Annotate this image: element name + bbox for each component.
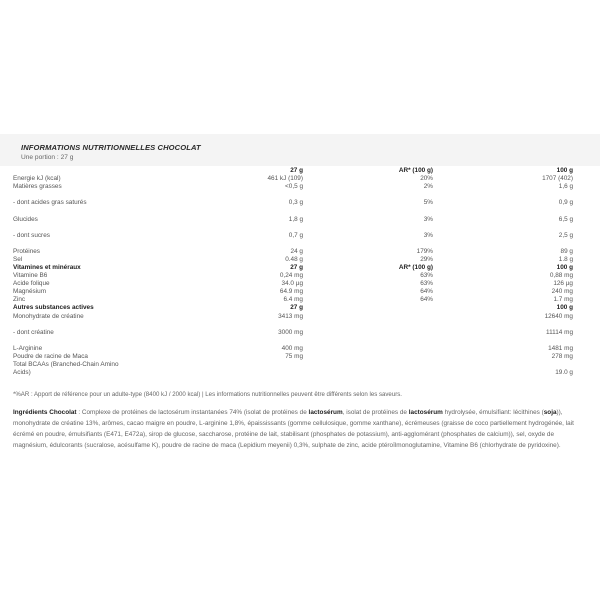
row-value-ar: 63% xyxy=(420,280,433,288)
row-value-serving: 0,7 g xyxy=(288,231,303,239)
table-row xyxy=(13,288,573,296)
row-value-100g: 0,9 g xyxy=(558,199,573,207)
row-value-100g: 1.7 mg xyxy=(553,296,573,304)
row-value-ar: 64% xyxy=(420,296,433,304)
table-row xyxy=(13,248,573,256)
row-value-serving: 1,8 g xyxy=(288,215,303,223)
table-row xyxy=(13,199,573,207)
row-value-serving: 24 g xyxy=(290,248,303,256)
row-value-100g: 100 g xyxy=(556,167,573,174)
row-value-100g: 1.8 g xyxy=(558,256,573,264)
table-row xyxy=(13,264,573,272)
row-label: Vitamines et minéraux xyxy=(13,264,81,272)
row-label: Magnésium xyxy=(13,288,47,296)
row-value-ar: AR* (100 g) xyxy=(398,167,433,174)
row-value-serving: 27 g xyxy=(290,264,303,272)
table-row xyxy=(13,280,573,288)
row-value-serving: 27 g xyxy=(290,304,303,312)
row-value-100g: 278 mg xyxy=(551,353,573,361)
row-value-100g: 12640 mg xyxy=(544,312,573,320)
allergen-highlight: lactosérum xyxy=(408,409,443,416)
row-value-serving: 0,24 mg xyxy=(279,272,303,280)
row-value-serving: 0.48 g xyxy=(285,256,303,264)
row-label: Vitamine B6 xyxy=(13,272,48,280)
row-label: Acids) xyxy=(13,369,31,377)
row-value-serving: 0,3 g xyxy=(288,199,303,207)
row-label: Poudre de racine de Maca xyxy=(13,353,88,361)
row-value-100g: 100 g xyxy=(556,264,573,272)
table-row xyxy=(13,313,573,321)
row-value-ar: 63% xyxy=(420,272,433,280)
row-label: L-Arginine xyxy=(13,345,43,352)
row-value-serving: 64.9 mg xyxy=(279,288,303,296)
row-label: Sel xyxy=(13,256,23,264)
row-value-100g: 89 g xyxy=(560,248,573,256)
allergen-highlight: lactosérum xyxy=(308,409,343,416)
table-row xyxy=(13,361,573,369)
table-row xyxy=(13,329,573,337)
row-value-serving: 461 kJ (109) xyxy=(267,175,303,183)
row-value-serving: <0,5 g xyxy=(285,183,303,191)
row-label: Monohydrate de créatine xyxy=(13,312,84,320)
row-value-ar: 179% xyxy=(416,248,433,256)
row-label: Total BCAAs (Branched-Chain Amino xyxy=(13,361,119,369)
row-value-serving: 3000 mg xyxy=(278,328,303,336)
table-row xyxy=(13,304,573,312)
row-value-100g: 0,88 mg xyxy=(549,272,573,280)
ingredients-segment: hydrolysée, émulsifiant: lécithines ( xyxy=(442,409,544,416)
footnote: *%AR : Apport de référence pour un adulte-type (8400 kJ / 2000 kcal) | Les informations nutritionnelles peuvent être différents selon les saveurs. xyxy=(13,391,402,398)
row-value-100g: 1707 (402) xyxy=(542,175,573,183)
row-label: - dont acides gras saturés xyxy=(13,199,87,207)
row-value-100g: 1481 mg xyxy=(548,345,573,352)
row-value-serving: 6.4 mg xyxy=(283,296,303,304)
row-value-serving: 27 g xyxy=(290,167,303,174)
allergen-highlight: soja xyxy=(543,409,557,416)
ingredients-text xyxy=(13,408,578,452)
ingredients-segment: )), monohydrate de créatine 13%, arômes, cacao maigre en poudre, L-arginine 1,8%, épaississants (gomme cellulosique, gomme xanthane), écrémeuses (graisse de coco partiellement hydrogénée, lait écrémé en poudre, émulsifiants (E471, E472a), sirop de glucose, saccharose, protéine de lait, stabilisant (phosphates de potassium), anti-agglomérant (phosphates de calcium)), sel, oxyde de magnésium, édulcorants (sucralose, acésulfame K), poudre de racine de maca (Lepidium meyenii) 0,3%, sulphate de zinc, acide ptéroïlmonoglutamine, Vitamine B6 (chlorhydrate de pyridoxine). xyxy=(13,409,574,449)
row-value-ar: 20% xyxy=(420,175,433,183)
row-value-serving: 3413 mg xyxy=(278,312,303,320)
table-row xyxy=(13,296,573,304)
row-value-ar: 29% xyxy=(420,256,433,264)
ingredients-segment: , isolat de protéines de xyxy=(342,409,409,416)
row-value-100g: 126 µg xyxy=(553,280,573,288)
row-value-serving: 34.0 µg xyxy=(281,280,303,288)
row-label: Acide folique xyxy=(13,280,50,288)
table-row xyxy=(13,216,573,224)
row-value-ar: 3% xyxy=(423,215,433,223)
row-value-ar: AR* (100 g) xyxy=(398,264,433,272)
row-value-100g: 240 mg xyxy=(551,288,573,296)
table-row xyxy=(13,272,573,280)
table-row xyxy=(13,232,573,240)
row-value-100g: 19.0 g xyxy=(555,369,573,377)
row-label: Energie kJ (kcal) xyxy=(13,175,61,183)
row-value-ar: 3% xyxy=(423,231,433,239)
table-row xyxy=(13,256,573,264)
row-value-100g: 6,5 g xyxy=(558,215,573,223)
ingredients-heading: Ingrédients Chocolat xyxy=(13,409,77,416)
row-label: Glucides xyxy=(13,215,38,223)
row-value-ar: 64% xyxy=(420,288,433,296)
row-value-100g: 2,5 g xyxy=(558,231,573,239)
row-value-serving: 400 mg xyxy=(281,345,303,352)
table-row xyxy=(13,345,573,353)
row-label: Autres substances actives xyxy=(13,304,94,312)
row-value-100g: 100 g xyxy=(556,304,573,312)
row-value-100g: 11114 mg xyxy=(546,328,573,336)
row-label: Protéines xyxy=(13,248,40,256)
row-value-serving: 75 mg xyxy=(285,353,303,361)
row-value-100g: 1,6 g xyxy=(558,183,573,191)
ingredients-segment: : Complexe de protéines de lactosérum instantanées 74% (isolat de protéines de xyxy=(76,409,309,416)
row-label: - dont créatine xyxy=(13,328,54,336)
table-row xyxy=(13,183,573,191)
row-value-ar: 2% xyxy=(423,183,433,191)
row-label: Matières grasses xyxy=(13,183,62,191)
table-row xyxy=(13,167,573,175)
row-label: - dont sucres xyxy=(13,231,50,239)
table-row xyxy=(13,369,573,377)
row-label: Zinc xyxy=(13,296,26,304)
serving-size: Une portion : 27 g xyxy=(21,154,74,161)
page-title: INFORMATIONS NUTRITIONNELLES CHOCOLAT xyxy=(21,143,201,152)
table-row xyxy=(13,175,573,183)
row-value-ar: 5% xyxy=(423,199,433,207)
table-row xyxy=(13,353,573,361)
